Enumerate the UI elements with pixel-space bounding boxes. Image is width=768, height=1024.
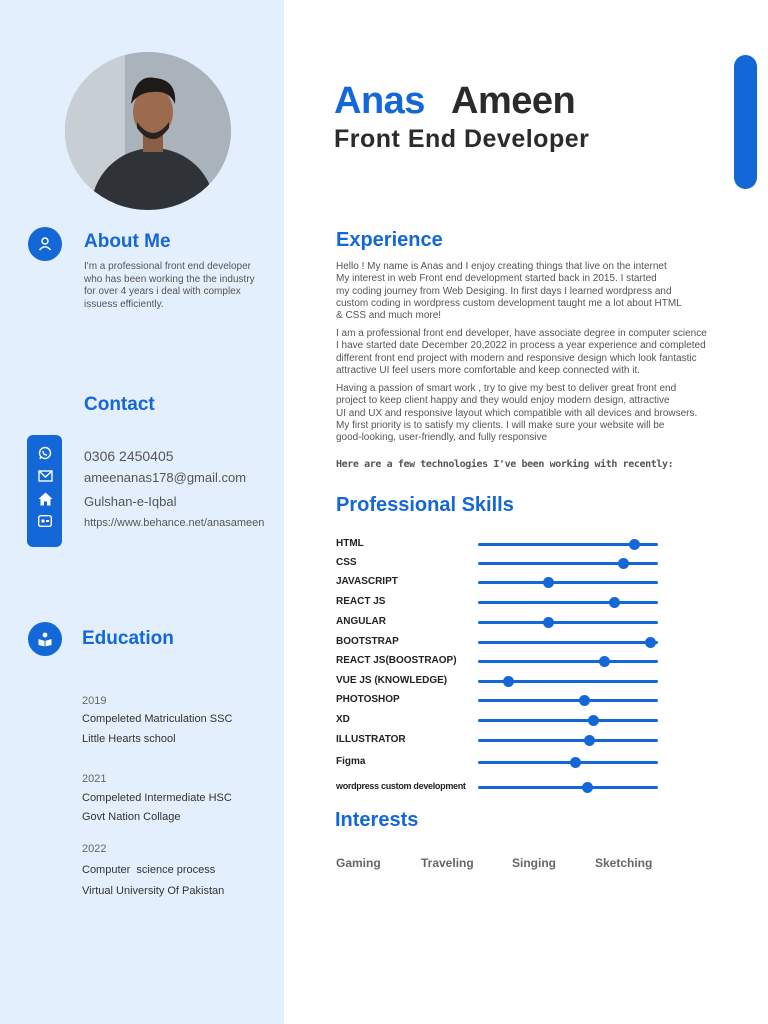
- experience-paragraph: [336, 261, 748, 322]
- experience-line: I am a professional front end developer, have associate degree in computer science: [336, 328, 707, 339]
- skill-label: ILLUSTRATOR: [336, 734, 406, 745]
- skill-label: REACT JS(BOOSTRAOP): [336, 655, 457, 666]
- about-line: for over 4 years i deal with complex: [84, 286, 241, 297]
- contact-address: Gulshan-e-Iqbal: [84, 494, 177, 509]
- contact-website-link[interactable]: https://www.behance.net/anasameen: [84, 517, 265, 529]
- skill-label: XD: [336, 714, 350, 725]
- experience-heading: Experience: [336, 229, 443, 251]
- about-heading: About Me: [84, 231, 171, 252]
- experience-line: I have started date December 20,2022 in process a year experience and completed: [336, 340, 706, 352]
- first-name: Anas: [334, 80, 425, 122]
- experience-line: Having a passion of smart work , try to give my best to deliver great front end: [336, 383, 677, 394]
- skill-bar: [478, 621, 658, 624]
- whatsapp-icon: [37, 445, 53, 461]
- experience-line: Hello ! My name is Anas and I enjoy creating things that live on the internet: [336, 261, 667, 272]
- skill-level-dot: [609, 597, 620, 608]
- education-year: 2022: [82, 843, 107, 855]
- about-line: I'm a professional front end developer: [84, 261, 252, 272]
- education-year: 2019: [82, 695, 107, 707]
- skill-level-dot: [570, 757, 581, 768]
- job-title: Front End Developer: [334, 125, 590, 153]
- education-year: 2021: [82, 773, 107, 785]
- interest-item: Gaming: [336, 856, 381, 870]
- interests-heading: Interests: [335, 809, 419, 831]
- experience-lead: Here are a few technologies I've been working with recently:: [336, 459, 674, 470]
- home-icon: [37, 491, 53, 507]
- skill-level-dot: [579, 695, 590, 706]
- skill-level-dot: [629, 539, 640, 550]
- interest-item: Sketching: [595, 856, 653, 870]
- skill-label: ANGULAR: [336, 616, 386, 627]
- experience-line: My first priority is to satisfy my clients. I will make sure your website will be: [336, 419, 665, 431]
- experience-line: custom coding in wordpress custom development taught me a lot about HTML: [336, 297, 682, 309]
- skill-level-dot: [588, 715, 599, 726]
- skill-bar: [478, 562, 658, 565]
- skill-level-dot: [543, 577, 554, 588]
- experience-line: different front end project with modern and responsive design which look fantastic: [336, 352, 697, 364]
- skill-level-dot: [618, 558, 629, 569]
- mail-icon: [37, 468, 53, 484]
- profile-photo: [65, 52, 231, 210]
- contact-heading: Contact: [84, 394, 155, 415]
- experience-line: project to keep client happy and they would enjoy modern design, attractive: [336, 395, 670, 407]
- education-school: Govt Nation Collage: [82, 811, 181, 823]
- experience-paragraph: [336, 383, 748, 444]
- skill-label: BOOTSTRAP: [336, 636, 399, 647]
- skill-level-dot: [599, 656, 610, 667]
- skill-bar: [478, 543, 658, 546]
- skill-label: REACT JS: [336, 596, 386, 607]
- experience-line: attractive UI feel users more comfortable and keep connected with it.: [336, 364, 641, 376]
- skill-level-dot: [543, 617, 554, 628]
- skill-bar: [478, 786, 658, 789]
- skill-label: HTML: [336, 538, 364, 549]
- skill-label: CSS: [336, 557, 357, 568]
- skill-bar: [478, 761, 658, 764]
- education-degree: Compeleted Matriculation SSC: [82, 713, 233, 725]
- skill-label: wordpress custom development: [336, 781, 466, 791]
- skill-level-dot: [582, 782, 593, 793]
- skill-level-dot: [503, 676, 514, 687]
- education-school: Little Hearts school: [82, 733, 176, 745]
- experience-line: my coding journey from Web Desiging. In first days I learned wordpress and: [336, 285, 672, 297]
- skill-level-dot: [584, 735, 595, 746]
- education-icon: [28, 622, 62, 656]
- education-degree: Compeleted Intermediate HSC: [82, 792, 232, 804]
- experience-line: My interest in web Front end development started back in 2015. I started: [336, 273, 657, 285]
- skill-bar: [478, 739, 658, 742]
- skill-bar: [478, 660, 658, 663]
- experience-line: & CSS and much more!: [336, 310, 442, 322]
- skill-label: VUE JS (KNOWLEDGE): [336, 675, 448, 686]
- skill-bar: [478, 680, 658, 683]
- about-line: who has been working the the industry: [84, 273, 255, 285]
- experience-line: good-looking, user-friendly, and fully responsive: [336, 432, 548, 444]
- skill-level-dot: [645, 637, 656, 648]
- skill-bar: [478, 641, 658, 644]
- contact-icon-bar: [27, 435, 62, 547]
- experience-paragraph: [336, 328, 748, 377]
- about-text: [84, 261, 274, 311]
- education-heading: Education: [82, 628, 174, 649]
- contact-email[interactable]: ameenanas178@gmail.com: [84, 470, 247, 485]
- skill-bar: [478, 699, 658, 702]
- interest-item: Traveling: [421, 856, 474, 870]
- skill-label: PHOTOSHOP: [336, 694, 400, 705]
- education-degree: Computer science process: [82, 864, 216, 876]
- skill-bar: [478, 601, 658, 604]
- last-name: Ameen: [451, 80, 576, 122]
- contact-phone[interactable]: 0306 2450405: [84, 448, 174, 464]
- behance-icon: [37, 513, 53, 529]
- skill-bar: [478, 581, 658, 584]
- skill-label: Figma: [336, 756, 366, 767]
- user-icon: [28, 227, 62, 261]
- experience-line: UI and UX and responsive layout which compatible with all devices and browsers.: [336, 407, 698, 419]
- skills-heading: Professional Skills: [336, 494, 514, 516]
- education-school: Virtual University Of Pakistan: [82, 885, 225, 897]
- skill-label: JAVASCRIPT: [336, 576, 398, 587]
- interest-item: Singing: [512, 856, 556, 870]
- skill-bar: [478, 719, 658, 722]
- about-line: issuess efficiently.: [84, 298, 164, 310]
- accent-bar: [734, 55, 757, 189]
